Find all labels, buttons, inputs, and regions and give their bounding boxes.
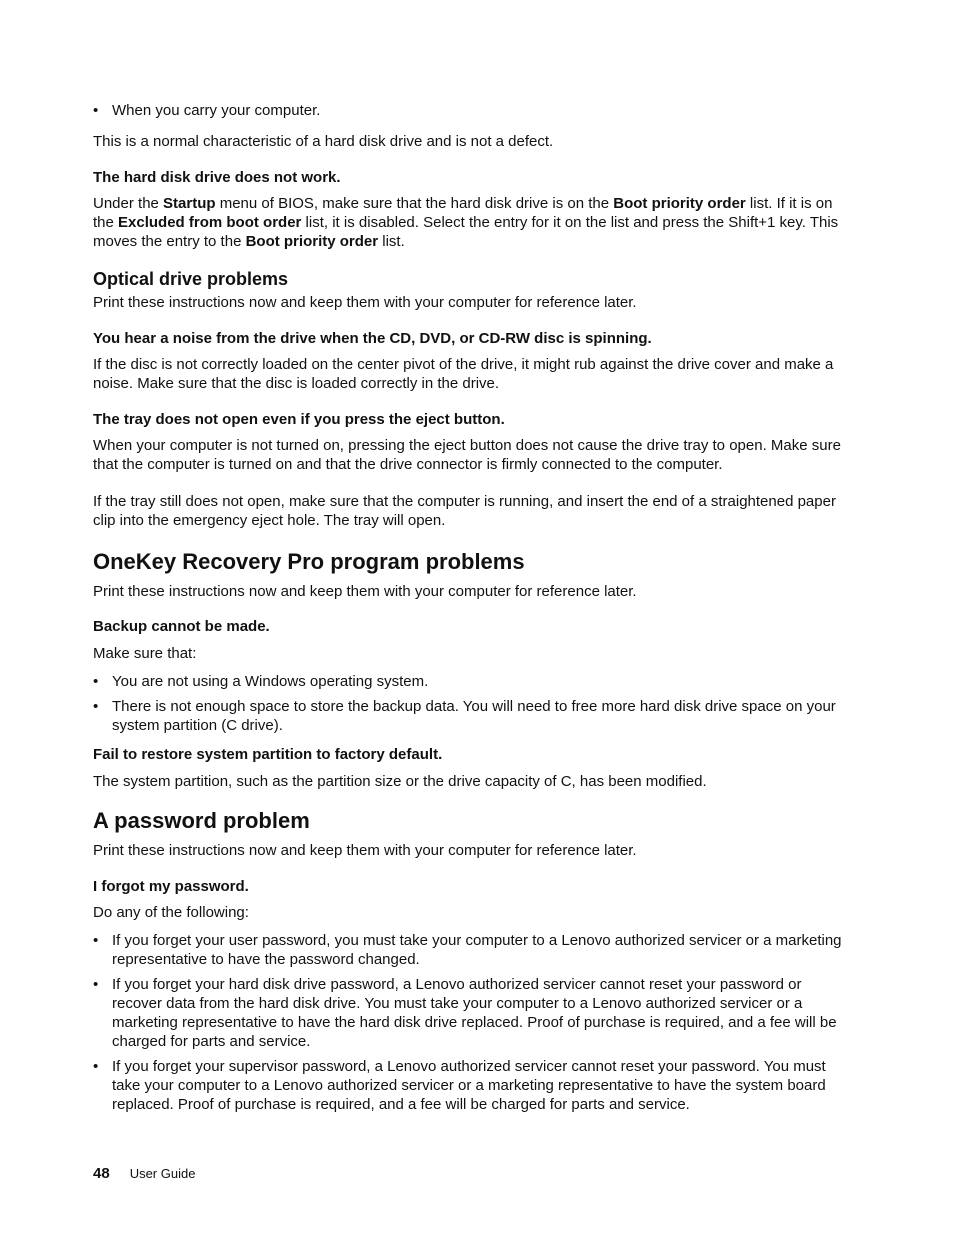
question-heading: The tray does not open even if you press the eject button. [93, 411, 505, 428]
section-heading-password: A password problem [93, 808, 310, 833]
list-item: • You are not using a Windows operating system. [93, 672, 853, 691]
paragraph: Make sure that: [93, 645, 197, 662]
section-heading-onekey: OneKey Recovery Pro program problems [93, 549, 525, 574]
section-heading-optical: Optical drive problems [93, 269, 289, 289]
paragraph: Print these instructions now and keep them with your computer for reference later. [93, 294, 637, 311]
list-item: • If you forget your supervisor password, a Lenovo authorized servicer cannot reset your password. You must take your computer to a Lenovo authorized servicer or a marketing representative to have the system board replaced. Proof of purchase is required, and a fee will be charged for parts and service. [93, 1057, 853, 1114]
list-item: • When you carry your computer. [93, 101, 853, 120]
paragraph: Print these instructions now and keep them with your computer for reference later. [93, 583, 637, 600]
page-number: 48 [93, 1165, 110, 1182]
paragraph: Print these instructions now and keep them with your computer for reference later. [93, 842, 637, 859]
carry-bullet-list [93, 101, 853, 120]
question-heading: Backup cannot be made. [93, 618, 270, 635]
password-bullet-list [93, 931, 853, 1114]
question-heading: Fail to restore system partition to factory default. [93, 746, 443, 763]
paragraph: Do any of the following: [93, 904, 249, 921]
page-footer [93, 1165, 195, 1182]
paragraph: This is a normal characteristic of a hard disk drive and is not a defect. [93, 133, 554, 150]
question-heading: The hard disk drive does not work. [93, 169, 341, 186]
list-item: • If you forget your hard disk drive password, a Lenovo authorized servicer cannot reset your password or recover data from the hard disk drive. You must take your computer to a Lenovo authorized servicer or a marketing representative to have the hard disk drive replaced. Proof of purchase is required, and a fee will be charged for parts and service. [93, 975, 853, 1051]
paragraph: If the tray still does not open, make sure that the computer is running, and insert the end of a straightened paper clip into the emergency eject hole. The tray will open. [93, 493, 836, 529]
backup-bullet-list [93, 672, 853, 735]
paragraph: Under the Startup menu of BIOS, make sure that the hard disk drive is on the Boot priority order list. If it is on the Excluded from boot order list, it is disabled. Select the entry for it on the list and press the Shift+1 key. This moves the entry to the Boot priority order list. [93, 195, 839, 250]
paragraph: When your computer is not turned on, pressing the eject button does not cause the drive tray to open. Make sure that the computer is turned on and that the drive connector is firmly connected to the computer. [93, 437, 841, 473]
page-content [93, 101, 853, 1120]
paragraph: The system partition, such as the partition size or the drive capacity of C, has been modified. [93, 773, 707, 790]
question-heading: I forgot my password. [93, 878, 249, 895]
footer-title: User Guide [129, 1166, 196, 1181]
question-heading: You hear a noise from the drive when the CD, DVD, or CD-RW disc is spinning. [93, 330, 652, 347]
list-item: • If you forget your user password, you must take your computer to a Lenovo authorized servicer or a marketing representative to have the password changed. [93, 931, 853, 969]
list-item: • There is not enough space to store the backup data. You will need to free more hard disk drive space on your system partition (C drive). [93, 697, 853, 735]
paragraph: If the disc is not correctly loaded on the center pivot of the drive, it might rub against the drive cover and make a noise. Make sure that the disc is loaded correctly in the drive. [93, 356, 834, 392]
